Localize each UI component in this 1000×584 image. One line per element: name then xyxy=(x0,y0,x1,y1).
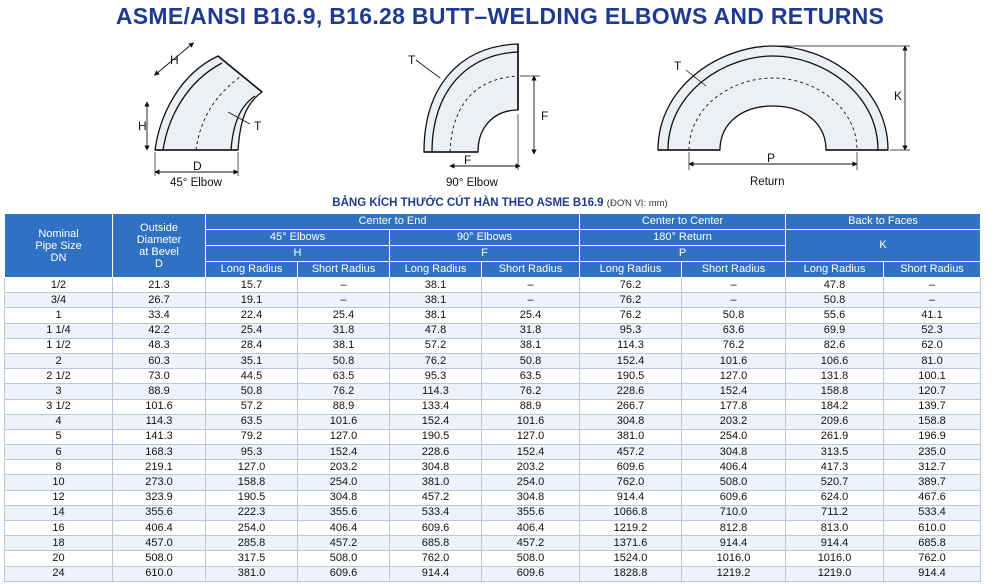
table-cell: 609.6 xyxy=(580,460,682,475)
table-cell: 304.8 xyxy=(580,414,682,429)
table-cell: 508.0 xyxy=(482,551,580,566)
table-cell: 304.8 xyxy=(298,490,390,505)
table-cell: 312.7 xyxy=(884,460,981,475)
header-short-radius: Short Radius xyxy=(884,262,981,278)
table-cell: 3 1/2 xyxy=(5,399,113,414)
header-nominal-size: Nominal Pipe Size DN xyxy=(5,214,113,278)
table-row xyxy=(5,536,981,551)
header-center-to-end: Center to End xyxy=(206,214,580,230)
table-cell: 813.0 xyxy=(786,521,884,536)
table-cell: 457.2 xyxy=(580,445,682,460)
table-cell: 610.0 xyxy=(884,521,981,536)
table-cell: 79.2 xyxy=(206,429,298,444)
table-cell: 21.3 xyxy=(113,278,206,293)
label-f-bottom: F xyxy=(464,153,472,167)
table-cell: 313.5 xyxy=(786,445,884,460)
table-row xyxy=(5,460,981,475)
table-cell: 417.3 xyxy=(786,460,884,475)
table-cell: 44.5 xyxy=(206,369,298,384)
table-cell: 114.3 xyxy=(113,414,206,429)
table-cell: 38.1 xyxy=(390,308,482,323)
table-cell: 1828.8 xyxy=(580,566,682,581)
table-cell: 209.6 xyxy=(786,414,884,429)
table-row xyxy=(5,551,981,566)
table-cell: 76.2 xyxy=(482,384,580,399)
table-cell: 406.4 xyxy=(113,521,206,536)
table-cell: 228.6 xyxy=(580,384,682,399)
table-cell: 95.3 xyxy=(580,323,682,338)
table-cell: 762.0 xyxy=(580,475,682,490)
table-cell: 1 1/2 xyxy=(5,338,113,353)
table-row xyxy=(5,308,981,323)
table-cell: 609.6 xyxy=(682,490,786,505)
table-cell: 127.0 xyxy=(482,429,580,444)
table-row xyxy=(5,505,981,520)
label-k: K xyxy=(894,89,903,103)
label-d: D xyxy=(193,159,202,173)
table-cell: 25.4 xyxy=(298,308,390,323)
table-cell: 609.6 xyxy=(390,521,482,536)
table-cell: 25.4 xyxy=(482,308,580,323)
table-cell: 914.4 xyxy=(682,536,786,551)
header-long-radius: Long Radius xyxy=(390,262,482,278)
header-short-radius: Short Radius xyxy=(682,262,786,278)
table-cell: 8 xyxy=(5,460,113,475)
table-cell: 1016.0 xyxy=(682,551,786,566)
table-body xyxy=(5,278,981,582)
table-cell: 762.0 xyxy=(390,551,482,566)
table-cell: 1219.2 xyxy=(580,521,682,536)
table-cell: 914.4 xyxy=(390,566,482,581)
table-cell: 60.3 xyxy=(113,353,206,368)
table-cell: – xyxy=(884,293,981,308)
table-row xyxy=(5,369,981,384)
table-cell: 1219.2 xyxy=(682,566,786,581)
table-cell: 50.8 xyxy=(206,384,298,399)
table-row xyxy=(5,475,981,490)
table-cell: 624.0 xyxy=(786,490,884,505)
label-h-side: H xyxy=(138,119,147,133)
table-row xyxy=(5,293,981,308)
table-cell: 222.3 xyxy=(206,505,298,520)
table-cell: 254.0 xyxy=(298,475,390,490)
table-cell: 81.0 xyxy=(884,353,981,368)
table-cell: – xyxy=(298,278,390,293)
table-cell: 355.6 xyxy=(298,505,390,520)
table-cell: 88.9 xyxy=(113,384,206,399)
table-cell: 228.6 xyxy=(390,445,482,460)
table-cell: 19.1 xyxy=(206,293,298,308)
label-p: P xyxy=(767,151,776,165)
header-p: P xyxy=(580,246,786,262)
table-cell: 100.1 xyxy=(884,369,981,384)
table-cell: 63.5 xyxy=(482,369,580,384)
table-title xyxy=(0,197,1000,209)
table-cell: 254.0 xyxy=(482,475,580,490)
table-cell: 1 xyxy=(5,308,113,323)
table-cell: 2 xyxy=(5,353,113,368)
table-cell: 304.8 xyxy=(482,490,580,505)
table-cell: 133.4 xyxy=(390,399,482,414)
table-cell: 63.6 xyxy=(682,323,786,338)
table-cell: 457.0 xyxy=(113,536,206,551)
table-cell: 101.6 xyxy=(113,399,206,414)
table-row xyxy=(5,338,981,353)
table-cell: 101.6 xyxy=(482,414,580,429)
table-cell: 158.8 xyxy=(884,414,981,429)
table-cell: 355.6 xyxy=(113,505,206,520)
table-cell: – xyxy=(482,293,580,308)
table-cell: 50.8 xyxy=(682,308,786,323)
table-cell: 20 xyxy=(5,551,113,566)
table-cell: 762.0 xyxy=(884,551,981,566)
header-outside-diameter: Outside Diameter at Bevel D xyxy=(113,214,206,278)
table-cell: 41.1 xyxy=(884,308,981,323)
table-cell: 152.4 xyxy=(390,414,482,429)
table-cell: 4 xyxy=(5,414,113,429)
header-180-return: 180° Return xyxy=(580,230,786,246)
table-cell: 381.0 xyxy=(390,475,482,490)
table-cell: 184.2 xyxy=(786,399,884,414)
table-cell: – xyxy=(682,278,786,293)
table-cell: 533.4 xyxy=(884,505,981,520)
table-cell: 63.5 xyxy=(298,369,390,384)
header-long-radius: Long Radius xyxy=(580,262,682,278)
table-cell: 457.2 xyxy=(390,490,482,505)
label-t-90: T xyxy=(408,53,416,67)
table-cell: 235.0 xyxy=(884,445,981,460)
table-row xyxy=(5,414,981,429)
table-cell: 14 xyxy=(5,505,113,520)
table-cell: 24 xyxy=(5,566,113,581)
table-cell: 50.8 xyxy=(482,353,580,368)
table-cell: 508.0 xyxy=(298,551,390,566)
table-cell: 47.8 xyxy=(786,278,884,293)
table-cell: 38.1 xyxy=(298,338,390,353)
table-cell: 685.8 xyxy=(884,536,981,551)
table-cell: 1524.0 xyxy=(580,551,682,566)
header-center-to-center: Center to Center xyxy=(580,214,786,230)
header-90-elbows: 90° Elbows xyxy=(390,230,580,246)
table-cell: 82.6 xyxy=(786,338,884,353)
table-cell: 76.2 xyxy=(580,293,682,308)
table-cell: 33.4 xyxy=(113,308,206,323)
table-cell: 266.7 xyxy=(580,399,682,414)
table-cell: 139.7 xyxy=(884,399,981,414)
table-cell: 457.2 xyxy=(298,536,390,551)
table-cell: 190.5 xyxy=(580,369,682,384)
table-cell: 914.4 xyxy=(580,490,682,505)
table-cell: 55.6 xyxy=(786,308,884,323)
table-unit: (ĐƠN VỊ: mm) xyxy=(606,198,668,209)
table-cell: 76.2 xyxy=(580,278,682,293)
table-cell: 63.5 xyxy=(206,414,298,429)
table-cell: 1016.0 xyxy=(786,551,884,566)
table-cell: 18 xyxy=(5,536,113,551)
table-cell: 381.0 xyxy=(206,566,298,581)
table-cell: 710.0 xyxy=(682,505,786,520)
table-cell: 152.4 xyxy=(298,445,390,460)
table-cell: 50.8 xyxy=(298,353,390,368)
table-cell: 114.3 xyxy=(390,384,482,399)
table-cell: 381.0 xyxy=(580,429,682,444)
table-cell: 158.8 xyxy=(206,475,298,490)
table-cell: 196.9 xyxy=(884,429,981,444)
table-row xyxy=(5,429,981,444)
table-cell: – xyxy=(298,293,390,308)
table-cell: 57.2 xyxy=(206,399,298,414)
table-cell: 57.2 xyxy=(390,338,482,353)
table-cell: 25.4 xyxy=(206,323,298,338)
table-cell: 203.2 xyxy=(482,460,580,475)
table-cell: 22.4 xyxy=(206,308,298,323)
table-row xyxy=(5,278,981,293)
elbow-drawings xyxy=(0,34,1000,194)
table-cell: 914.4 xyxy=(786,536,884,551)
table-cell: 3 xyxy=(5,384,113,399)
table-cell: 127.0 xyxy=(682,369,786,384)
figures-area xyxy=(0,34,1000,194)
table-cell: 457.2 xyxy=(482,536,580,551)
table-cell: 177.8 xyxy=(682,399,786,414)
table-cell: 101.6 xyxy=(682,353,786,368)
table-cell: 158.8 xyxy=(786,384,884,399)
table-cell: 406.4 xyxy=(298,521,390,536)
table-cell: 389.7 xyxy=(884,475,981,490)
table-cell: 152.4 xyxy=(482,445,580,460)
header-short-radius: Short Radius xyxy=(298,262,390,278)
table-cell: 120.7 xyxy=(884,384,981,399)
table-row xyxy=(5,490,981,505)
table-cell: 812.8 xyxy=(682,521,786,536)
table-cell: 152.4 xyxy=(682,384,786,399)
table-cell: 16 xyxy=(5,521,113,536)
table-cell: 304.8 xyxy=(390,460,482,475)
table-row xyxy=(5,521,981,536)
table-cell: 5 xyxy=(5,429,113,444)
header-long-radius: Long Radius xyxy=(786,262,884,278)
label-h-top: H xyxy=(170,53,179,67)
table-cell: 1219.0 xyxy=(786,566,884,581)
table-cell: 26.7 xyxy=(113,293,206,308)
label-t-return: T xyxy=(674,59,682,73)
table-cell: 261.9 xyxy=(786,429,884,444)
table-cell: 2 1/2 xyxy=(5,369,113,384)
table-cell: 76.2 xyxy=(580,308,682,323)
table-cell: 711.2 xyxy=(786,505,884,520)
table-cell: 15.7 xyxy=(206,278,298,293)
table-cell: 35.1 xyxy=(206,353,298,368)
header-45-elbows: 45° Elbows xyxy=(206,230,390,246)
page-title: ASME/ANSI B16.9, B16.28 BUTT–WELDING ELBOWS AND RETURNS xyxy=(115,3,885,29)
table-row xyxy=(5,445,981,460)
table-cell: 1371.6 xyxy=(580,536,682,551)
table-row xyxy=(5,566,981,581)
label-t-45: T xyxy=(254,119,262,133)
header-long-radius: Long Radius xyxy=(206,262,298,278)
table-cell: 219.1 xyxy=(113,460,206,475)
table-cell: – xyxy=(482,278,580,293)
table-cell: 12 xyxy=(5,490,113,505)
table-cell: 1/2 xyxy=(5,278,113,293)
table-cell: 3/4 xyxy=(5,293,113,308)
table-cell: 914.4 xyxy=(884,566,981,581)
table-cell: 610.0 xyxy=(113,566,206,581)
table-cell: 1066.8 xyxy=(580,505,682,520)
table-cell: 106.6 xyxy=(786,353,884,368)
table-cell: 254.0 xyxy=(206,521,298,536)
header-back-to-faces: Back to Faces xyxy=(786,214,981,230)
table-cell: 38.1 xyxy=(390,278,482,293)
table-cell: 285.8 xyxy=(206,536,298,551)
table-cell: 304.8 xyxy=(682,445,786,460)
table-row xyxy=(5,323,981,338)
table-cell: 10 xyxy=(5,475,113,490)
table-row xyxy=(5,384,981,399)
table-cell: 127.0 xyxy=(298,429,390,444)
elbow-45-drawing xyxy=(147,44,262,176)
table-cell: 6 xyxy=(5,445,113,460)
table-cell: 203.2 xyxy=(682,414,786,429)
table-cell: 406.4 xyxy=(682,460,786,475)
caption-45-elbow: 45° Elbow xyxy=(170,177,222,189)
table-cell: 31.8 xyxy=(482,323,580,338)
table-cell: 48.3 xyxy=(113,338,206,353)
table-cell: 31.8 xyxy=(298,323,390,338)
table-cell: 467.6 xyxy=(884,490,981,505)
table-cell: 190.5 xyxy=(206,490,298,505)
return-180-drawing xyxy=(658,46,910,170)
table-cell: 88.9 xyxy=(298,399,390,414)
table-cell: 50.8 xyxy=(786,293,884,308)
table-cell: 127.0 xyxy=(206,460,298,475)
table-cell: 508.0 xyxy=(682,475,786,490)
table-row xyxy=(5,353,981,368)
header-k: K xyxy=(786,230,981,262)
table-cell: 190.5 xyxy=(390,429,482,444)
table-cell: 76.2 xyxy=(390,353,482,368)
table-cell: 114.3 xyxy=(580,338,682,353)
table-cell: 95.3 xyxy=(390,369,482,384)
table-cell: 323.9 xyxy=(113,490,206,505)
table-cell: 406.4 xyxy=(482,521,580,536)
table-cell: 88.9 xyxy=(482,399,580,414)
table-cell: 101.6 xyxy=(298,414,390,429)
table-cell: 38.1 xyxy=(390,293,482,308)
caption-return: Return xyxy=(750,176,785,188)
table-cell: 73.0 xyxy=(113,369,206,384)
table-cell: 355.6 xyxy=(482,505,580,520)
table-cell: 69.9 xyxy=(786,323,884,338)
table-cell: 609.6 xyxy=(298,566,390,581)
table-cell: 508.0 xyxy=(113,551,206,566)
table-cell: 62.0 xyxy=(884,338,981,353)
table-cell: 152.4 xyxy=(580,353,682,368)
table-cell: 609.6 xyxy=(482,566,580,581)
table-cell: 317.5 xyxy=(206,551,298,566)
label-f-side: F xyxy=(541,109,549,123)
table-cell: 533.4 xyxy=(390,505,482,520)
table-cell: 42.2 xyxy=(113,323,206,338)
table-cell: 520.7 xyxy=(786,475,884,490)
header-h: H xyxy=(206,246,390,262)
table-cell: 95.3 xyxy=(206,445,298,460)
table-cell: 28.4 xyxy=(206,338,298,353)
table-row xyxy=(5,399,981,414)
table-cell: 131.8 xyxy=(786,369,884,384)
table-cell: 203.2 xyxy=(298,460,390,475)
table-cell: 273.0 xyxy=(113,475,206,490)
elbow-90-drawing xyxy=(416,44,540,170)
table-cell: 1 1/4 xyxy=(5,323,113,338)
table-cell: 38.1 xyxy=(482,338,580,353)
table-cell: – xyxy=(884,278,981,293)
caption-90-elbow: 90° Elbow xyxy=(446,177,498,189)
header-short-radius: Short Radius xyxy=(482,262,580,278)
table-cell: 52.3 xyxy=(884,323,981,338)
header-f: F xyxy=(390,246,580,262)
table-cell: 168.3 xyxy=(113,445,206,460)
table-cell: – xyxy=(682,293,786,308)
table-cell: 76.2 xyxy=(682,338,786,353)
table-cell: 254.0 xyxy=(682,429,786,444)
dimensions-table xyxy=(4,213,981,582)
table-cell: 76.2 xyxy=(298,384,390,399)
table-cell: 47.8 xyxy=(390,323,482,338)
table-title-text: BẢNG KÍCH THƯỚC CÚT HÀN THEO ASME B16.9 xyxy=(332,197,604,209)
table-cell: 141.3 xyxy=(113,429,206,444)
table-cell: 685.8 xyxy=(390,536,482,551)
